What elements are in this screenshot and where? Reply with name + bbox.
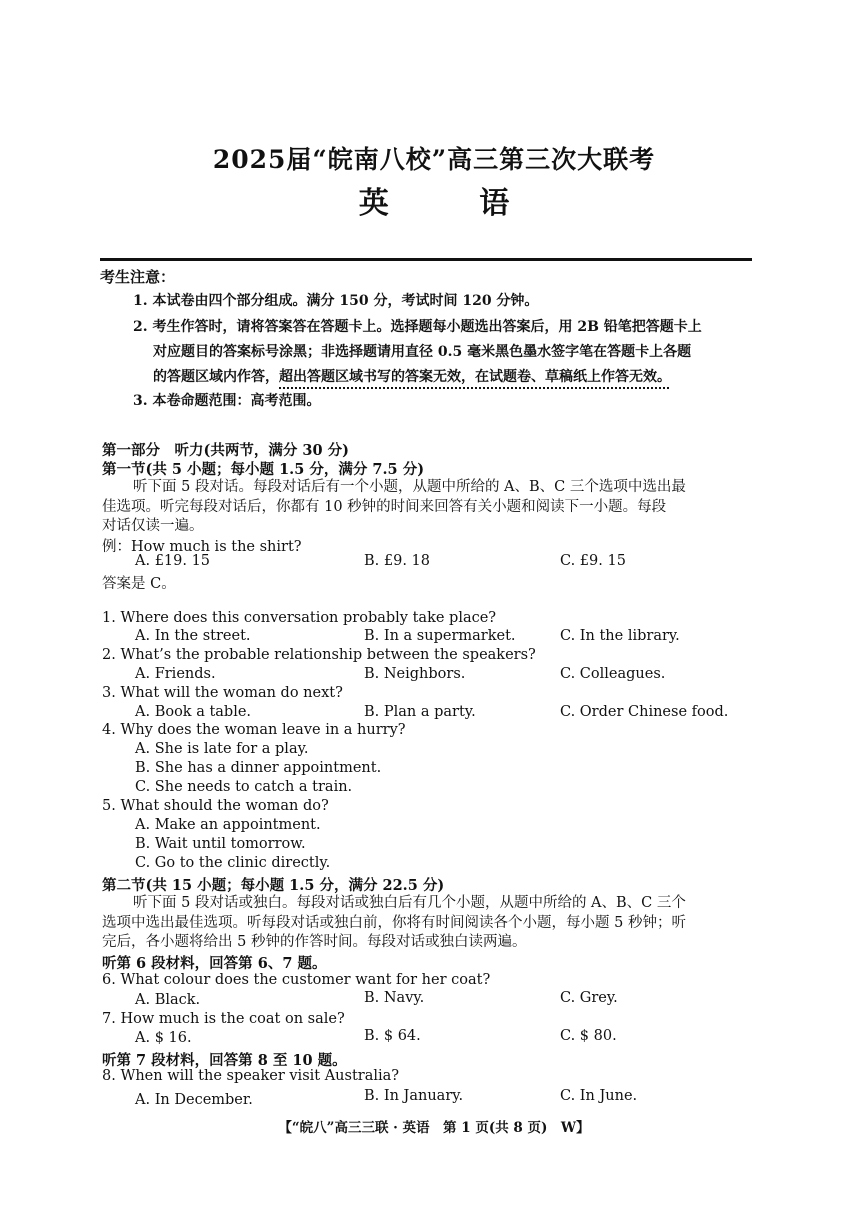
example-option-c: C. £9. 15 xyxy=(560,553,626,569)
section-1-heading: 第一节(共 5 小题；每小题 1.5 分，满分 7.5 分) xyxy=(102,461,425,478)
question-5-option-b: B. Wait until tomorrow. xyxy=(135,836,306,852)
section-1-instruction-line-3: 对话仅读一遍。 xyxy=(102,518,204,534)
section-1-instruction-line-1: 听下面 5 段对话。每段对话后有一个小题，从题中所给的 A、B、C 三个选项中选出最 xyxy=(133,479,686,495)
notice-item-3: 3. 本卷命题范围：高考范围。 xyxy=(133,393,321,409)
section-2-heading: 第二节(共 15 小题；每小题 1.5 分，满分 22.5 分) xyxy=(102,877,445,894)
example-option-a: A. £19. 15 xyxy=(135,553,211,569)
question-2: 2. What’s the probable relationship between the speakers? xyxy=(102,647,536,663)
example-answer: 答案是 C。 xyxy=(102,576,176,592)
question-1-option-a: A. In the street. xyxy=(135,628,251,644)
question-6-option-b: B. Navy. xyxy=(364,990,425,1006)
notice-item-2-line-1: 2. 考生作答时，请将答案答在答题卡上。选择题每小题选出答案后，用 2B 铅笔把答题卡上 xyxy=(133,319,702,335)
question-4-option-b: B. She has a dinner appointment. xyxy=(135,760,382,776)
notice-item-2-line-3-start: 的答题区域内作答， xyxy=(153,369,279,385)
question-3: 3. What will the woman do next? xyxy=(102,685,343,701)
section-2-instruction-line-1: 听下面 5 段对话或独白。每段对话或独白后有几个小题，从题中所给的 A、B、C 三个 xyxy=(133,895,686,911)
question-1-option-b: B. In a supermarket. xyxy=(364,628,516,644)
question-2-option-c: C. Colleagues. xyxy=(560,666,666,682)
question-2-option-a: A. Friends. xyxy=(135,666,216,682)
notice-item-2-line-2: 对应题目的答案标号涂黑；非选择题请用直径 0.5 毫米黑色墨水签字笔在答题卡上各题 xyxy=(153,344,692,360)
question-5-option-a: A. Make an appointment. xyxy=(135,817,321,833)
notice-emphasis-text: 超出答题区域书写的答案无效，在试题卷、草稿纸上作答无效。 xyxy=(279,369,671,385)
question-5-option-c: C. Go to the clinic directly. xyxy=(135,855,331,871)
part-1-heading: 第一部分 听力(共两节，满分 30 分) xyxy=(102,442,349,459)
question-6-option-a: A. Black. xyxy=(135,992,201,1008)
question-4: 4. Why does the woman leave in a hurry? xyxy=(102,722,406,738)
subject-title: 英 语 xyxy=(358,186,550,221)
notice-item-2-line-3 xyxy=(153,367,671,387)
question-8-option-b: B. In January. xyxy=(364,1088,464,1104)
exam-title: 2025届“皖南八校”高三第三次大联考 xyxy=(212,145,656,174)
question-8-option-c: C. In June. xyxy=(560,1088,638,1104)
question-8: 8. When will the speaker visit Australia? xyxy=(102,1068,400,1084)
question-7-option-b: B. $ 64. xyxy=(364,1028,421,1044)
question-3-option-c: C. Order Chinese food. xyxy=(560,704,729,720)
question-7-option-c: C. $ 80. xyxy=(560,1028,617,1044)
example-option-b: B. £9. 18 xyxy=(364,553,430,569)
question-1: 1. Where does this conversation probably take place? xyxy=(102,610,497,626)
notice-heading: 考生注意： xyxy=(100,268,176,286)
example-question: 例：How much is the shirt? xyxy=(102,539,302,555)
question-2-option-b: B. Neighbors. xyxy=(364,666,466,682)
question-7: 7. How much is the coat on sale? xyxy=(102,1011,345,1027)
material-6-heading: 听第 6 段材料，回答第 6、7 题。 xyxy=(102,955,327,972)
question-3-option-a: A. Book a table. xyxy=(135,704,252,720)
question-8-option-a: A. In December. xyxy=(135,1092,253,1108)
question-7-option-a: A. $ 16. xyxy=(135,1030,192,1046)
question-3-option-b: B. Plan a party. xyxy=(364,704,476,720)
page-footer: 【“皖八”高三三联 · 英语 第 1 页(共 8 页) W】 xyxy=(278,1120,590,1136)
question-4-option-a: A. She is late for a play. xyxy=(135,741,309,757)
section-1-instruction-line-2: 佳选项。听完每段对话后，你都有 10 秒钟的时间来回答有关小题和阅读下一小题。每段 xyxy=(102,499,667,515)
notice-item-1: 1. 本试卷由四个部分组成。满分 150 分，考试时间 120 分钟。 xyxy=(133,293,539,309)
header-rule xyxy=(100,258,752,261)
question-4-option-c: C. She needs to catch a train. xyxy=(135,779,353,795)
question-5: 5. What should the woman do? xyxy=(102,798,329,814)
question-6: 6. What colour does the customer want for her coat? xyxy=(102,972,491,988)
section-2-instruction-line-2: 选项中选出最佳选项。听每段对话或独白前，你将有时间阅读各个小题，每小题 5 秒钟；听 xyxy=(102,915,686,931)
question-6-option-c: C. Grey. xyxy=(560,990,618,1006)
section-2-instruction-line-3: 完后，各小题将给出 5 秒钟的作答时间。每段对话或独白读两遍。 xyxy=(102,934,527,950)
question-1-option-c: C. In the library. xyxy=(560,628,680,644)
material-7-heading: 听第 7 段材料，回答第 8 至 10 题。 xyxy=(102,1052,347,1069)
